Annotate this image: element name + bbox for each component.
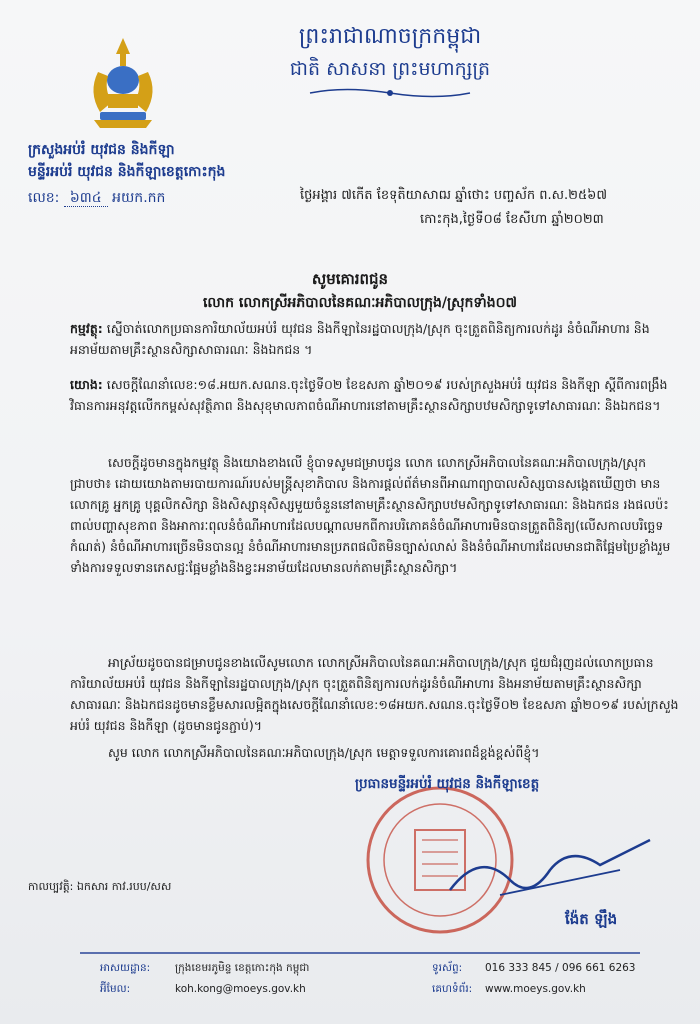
- closing-text: សូម លោក លោកស្រីអភិបាលនៃគណៈអភិបាលក្រុង/ស្រុក មេត្តាទទួលការគោរពដ៏ខ្ពង់ខ្ពស់ពីខ្ញុំ។: [108, 745, 540, 760]
- footer-divider: [80, 952, 640, 954]
- ministry-name: ក្រសួងអប់រំ យុវជន និងកីឡា: [28, 142, 175, 158]
- solar-date: កោះកុង,ថ្ងៃទី០៨ ខែសីហា ឆ្នាំ២០២៣: [420, 212, 604, 227]
- subject-block: [70, 318, 680, 360]
- handwritten-signature-icon: [440, 830, 660, 910]
- signer-title: ប្រធានមន្ទីរអប់រំ យុវជន និងកីឡាខេត្ត: [355, 776, 540, 792]
- reference-number: [28, 188, 165, 208]
- lunar-date: ថ្ងៃអង្គារ ៧កើត ខែទុតិយាសាឍ ឆ្នាំថោះ បញ្ចស័ក ព.ស.២៥៦៧: [300, 188, 608, 203]
- reference-block-label: យោង:: [70, 377, 103, 392]
- closing-paragraph: [70, 742, 680, 763]
- reference-text: សេចក្តីណែនាំលេខ:១៨.អយក.សណន.ចុះថ្ងៃទី០២ ខែឧសភា ឆ្នាំ២០១៩ របស់ក្រសួងអប់រំ យុវជន និងកីឡា ស្តីពីការពង្រឹងវិធានការអនុវត្តលើកកម្ពស់សុវត្ថិភាព និងសុខុមាលភាពចំណីអាហារនៅតាមគ្រឹះស្ថានសិក្សាបឋមសិក្សាទូទៅសាធារណៈ និងឯកជន។: [70, 377, 668, 413]
- divider-ornament-icon: [300, 86, 480, 100]
- department-name: មន្ទីរអប់រំ យុវជន និងកីឡាខេត្តកោះកុង: [28, 164, 226, 180]
- reference-value: ៦៣៤: [64, 190, 108, 207]
- paragraph-2-text: អាស្រ័យដូចបានជម្រាបជូនខាងលើសូមលោក លោកស្រីអភិបាលនៃគណៈអភិបាលក្រុង/ស្រុក ជួយជំរុញដល់លោកប្រធានការិយាល័យអប់រំ យុវជន និងកីឡានៃរដ្ឋបាលក្រុង/ស្រុក ចុះត្រួតពិនិត្យការលក់ដូរនំចំណីអាហារ និងអនាម័យតាមគ្រឹះស្ថានសិក្សាសាធារណៈ និងឯកជនដូចមានខ្លឹមសារលម្អិតក្នុងសេចក្តីណែនាំលេខ:១៨អយក.សណន.ចុះថ្ងៃទី០២ ខែឧសភា ឆ្នាំ២០១៩ របស់ក្រសួងអប់រំ យុវជន និងកីឡា (ដូចមានជូនភ្ជាប់)។: [70, 655, 679, 733]
- reference-suffix: អយក.កក: [112, 190, 166, 206]
- file-record-note: កាលប្បវត្តិ: ឯកសារ កាវ.របប/សស: [28, 880, 172, 893]
- salutation-respect: សូមគោរពជូន: [311, 270, 389, 288]
- phone-label: ទូរស័ព្ទ:: [432, 962, 463, 974]
- recipient-line: លោក លោកស្រីអភិបាលនៃគណៈអភិបាលក្រុង/ស្រុកទាំង០៧: [202, 295, 518, 311]
- address-label: អាសយដ្ឋាន:: [100, 962, 151, 974]
- signer-name: ង៉ែត ឡឹង: [565, 910, 618, 928]
- paragraph-1-text: សេចក្តីដូចមានក្នុងកម្មវត្ថុ និងយោងខាងលើ ខ្ញុំបាទសូមជម្រាបជូន លោក លោកស្រីអភិបាលនៃគណៈអភិបាលក្រុង/ស្រុកជ្រាបថា៖ ដោយយោងតាមរបាយការណ៍របស់មន្ត្រីសុខាភិបាល និងការផ្តល់ព័ត៌មានពីអាណាព្យាបាលសិស្សបានសង្កេតឃើញថា មានលោកគ្រូ អ្នកគ្រូ បុគ្គលិកសិក្សា និងសិស្សានុសិស្សមួយចំនួននៅតាមគ្រឹះស្ថានសិក្សាបឋមសិក្សាទូទៅសាធារណៈ និងឯកជន រងផលប៉ះពាល់បញ្ហាសុខភាព និងអាការៈពុលនំចំណីអាហារដែលបណ្តាលមកពីការបរិភោគនំចំណីអាហារមិនបានត្រួតពិនិត្យ(លើសកាលបរិច្ឆេទកំណត់) នំចំណីអាហារច្រើនមិនបានល្អ នំចំណីអាហារមានប្រភពផលិតមិនច្បាស់លាស់ និងនំចំណីអាហារដែលមានជាតិផ្អែមប្រៃខ្លាំងរួមទាំងការទទួលទានភេសជ្ជៈផ្អែមខ្លាំងនិងខ្វះអនាម័យដែលមានលក់តាមគ្រឹះស្ថានសិក្សា។: [70, 455, 671, 575]
- reference-block: [70, 374, 680, 416]
- national-motto: ជាតិ សាសនា ព្រះមហាក្សត្រ: [289, 58, 491, 80]
- reference-label: លេខ:: [28, 190, 60, 206]
- website-label: គេហទំព័រ:: [432, 983, 473, 995]
- email-value[interactable]: koh.kong@moeys.gov.kh: [175, 983, 306, 995]
- subject-text: ស្នើចាត់លោកប្រធានការិយាល័យអប់រំ យុវជន និងកីឡានៃរដ្ឋបាលក្រុង/ស្រុក ចុះត្រួតពិនិត្យការលក់ដូរ នំចំណីអាហារ និងអនាម័យតាមគ្រឹះស្ថានសិក្សាសាធារណៈ និងឯកជន ។: [70, 321, 650, 357]
- kingdom-heading: ព្រះរាជាណាចក្រកម្ពុជា: [298, 24, 482, 49]
- subject-label: កម្មវត្ថុ:: [70, 321, 103, 336]
- body-paragraph-1: [70, 452, 680, 578]
- ministry-emblem-icon: [78, 32, 168, 132]
- address-value: ក្រុងខេមរភូមិន្ទ ខេត្តកោះកុង កម្ពុជា: [175, 962, 310, 974]
- body-paragraph-2: [70, 652, 680, 736]
- website-value[interactable]: www.moeys.gov.kh: [485, 983, 586, 995]
- email-label: អ៊ីមែល:: [100, 983, 131, 995]
- phone-value: 016 333 845 / 096 661 6263: [485, 962, 636, 974]
